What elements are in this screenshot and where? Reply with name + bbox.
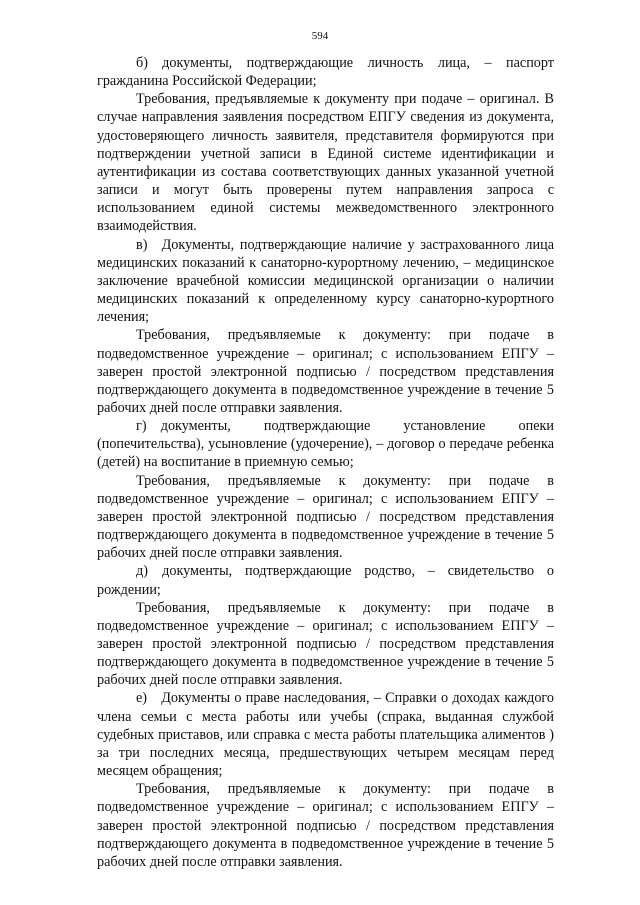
paragraph-requirements-kinship: Требования, предъявляемые к документу: при подаче в подведомственное учреждение – оригинал; с использованием ЕПГУ – заверен простой электронной подписью / посредством представления подтверждающего документа в подведомственное учреждение в течение 5 рабочих дней после отправки заявления. <box>97 599 554 689</box>
paragraph-b-identity-docs: б) документы, подтверждающие личность лица, – паспорт гражданина Российской Федерации; <box>97 55 554 90</box>
paragraph-e-inheritance-income: е) Документы о праве наследования, – Справки о доходах каждого члена семьи с места работы или учебы (спрака, выданная службой судебных приставов, или справка с места работы плательщика алиментов ) за три последних месяца, предшествующих четырем месяцам перед месяцем обращения; <box>97 690 554 780</box>
document-body <box>97 54 554 871</box>
paragraph-requirements-income: Требования, предъявляемые к документу: при подаче в подведомственное учреждение – оригинал; с использованием ЕПГУ – заверен простой электронной подписью / посредством представления подтверждающего документа в подведомственное учреждение в течение 5 рабочих дней после отправки заявления. <box>97 781 554 870</box>
paragraph-requirements-medical: Требования, предъявляемые к документу: при подаче в подведомственное учреждение – оригинал; с использованием ЕПГУ – заверен простой электронной подписью / посредством представления подтверждающего документа в подведомственное учреждение в течение 5 рабочих дней после отправки заявления. <box>97 327 554 416</box>
paragraph-d-kinship: д) документы, подтверждающие родство, – свидетельство о рождении; <box>97 563 554 598</box>
paragraph-requirements-identity: Требования, предъявляемые к документу при подаче – оригинал. В случае направления заявления посредством ЕПГУ сведения из документа, удостоверяющего личность заявителя, представителя формируются при подтверждении учетной записи в Единой системе идентификации и аутентификации из состава соответствующих данных указанной учетной записи и могут быть проверены путем направления запроса с использованием единой системы межведомственного электронного взаимодействия. <box>97 91 554 235</box>
paragraph-g-guardianship: г) документы, подтверждающие установление опеки (попечительства), усыновление (удочерение), – договор о передаче ребенка (детей) на воспитание в приемную семью; <box>97 418 554 471</box>
page-number: 594 <box>311 30 329 42</box>
paragraph-requirements-guardianship: Требования, предъявляемые к документу: при подаче в подведомственное учреждение – оригинал; с использованием ЕПГУ – заверен простой электронной подписью / посредством представления подтверждающего документа в подведомственное учреждение в течение 5 рабочих дней после отправки заявления. <box>97 472 554 562</box>
paragraph-v-medical-indications: в) Документы, подтверждающие наличие у застрахованного лица медицинских показаний к санаторно-курортному лечению, – медицинское заключение врачебной комиссии медицинской организации о наличии медицинских показаний к определенному курсу санаторно-курортного лечения; <box>97 236 554 326</box>
